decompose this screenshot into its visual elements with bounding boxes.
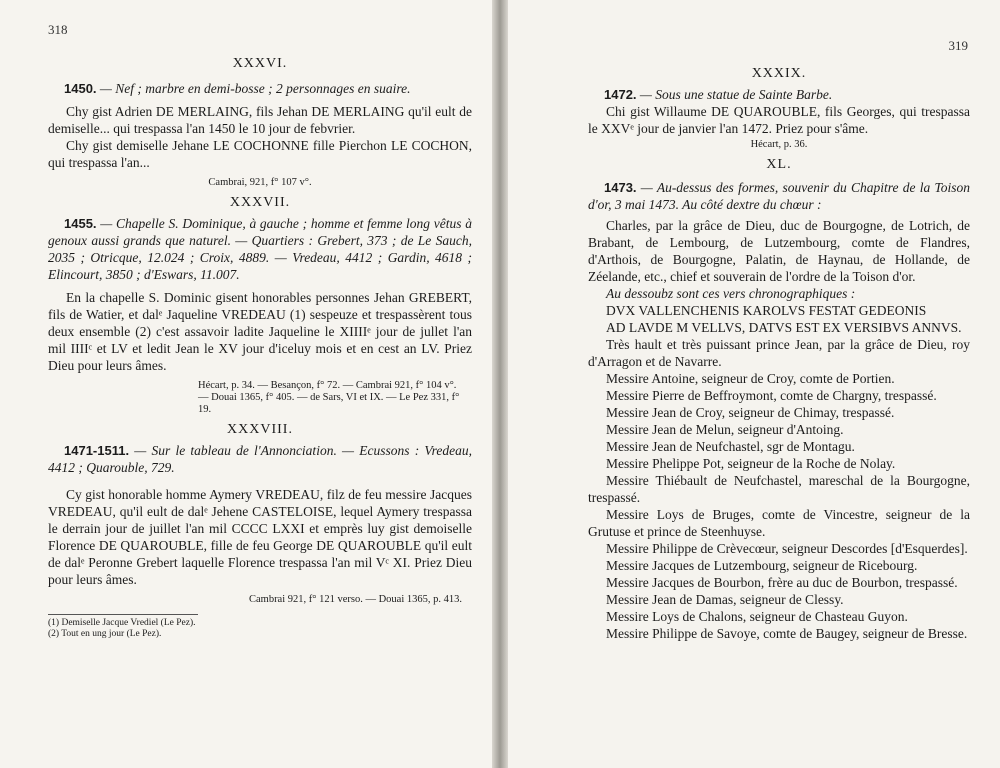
left-page [0, 0, 492, 768]
section-heading-xxxvii: XXXVII. [229, 195, 291, 210]
chronogram-line: AD LAVDE M VELLVS, DATVS EST EX VERSIBVS ANNVS. [606, 320, 962, 335]
epitaph-paragraph: Chy gist demiselle Jehane LE COCHONNE fille Pierchon LE COCHON, qui trespassa l'an... [48, 138, 472, 170]
list-item: Messire Jean de Croy, seigneur de Chimay, trespassé. [606, 405, 895, 420]
section-heading-xxxix: XXXIX. [751, 66, 807, 81]
chronogram-intro: Au dessoubz sont ces vers chronographiques : [606, 286, 856, 301]
list-item: Messire Jacques de Lutzembourg, seigneur de Ricebourg. [606, 558, 918, 573]
entry-description: — Au-dessus des formes, souvenir du Chapitre de la Toison d'or, 3 mai 1473. Au côté dextre du chœur : [588, 180, 970, 212]
source-citation: Cambrai 921, f° 121 verso. — Douai 1365, p. 413. [248, 594, 462, 605]
list-item: Messire Jacques de Bourbon, frère au duc de Bourbon, trespassé. [606, 575, 958, 590]
list-item: Messire Philippe de Savoye, comte de Baugey, seigneur de Bresse. [606, 626, 968, 641]
entry-1473 [588, 179, 970, 213]
list-item: Messire Loys de Bruges, comte de Vincestre, seigneur de la Grutuse et prince de Steenhuyse. [588, 507, 970, 539]
footnote: (1) Demiselle Jacque Vrediel (Le Pez). [48, 618, 196, 628]
entry-year: 1455. [64, 216, 97, 231]
entry-year: 1472. [604, 87, 637, 102]
list-item: Messire Jean de Damas, seigneur de Clessy. [606, 592, 844, 607]
knights-list [588, 370, 970, 642]
entry-year: 1450. [64, 81, 97, 96]
epitaph-paragraph: Cy gist honorable homme Aymery VREDEAU, filz de feu messire Jacques VREDEAU, qu'il eult de dalᵉ Jehene CASTELOISE, lequel Aymery trespassa le derrain jour de juillet l'an mil CCCC LXXI et emprès luy gist demoiselle Florence DE QUAROUBLE, fille de feu George DE QUAROUBLE qu'il eult de dalᵉ Peronne Grebert laquelle Florence trespassa l'an mil Vᶜ XI. Priez Dieu pour leurs âmes. [48, 487, 472, 587]
section-heading-xl: XL. [766, 157, 792, 172]
list-item: Messire Phelippe Pot, seigneur de la Roche de Nolay. [606, 456, 896, 471]
list-item: Messire Antoine, seigneur de Croy, comte de Portien. [606, 371, 895, 386]
entry-year: 1471-1511. [64, 443, 130, 458]
entry-description: — Sur le tableau de l'Annonciation. — Ecussons : Vredeau, 4412 ; Quarouble, 729. [48, 443, 472, 475]
chronogram-line: DVX VALLENCHENIS KAROLVS FESTAT GEDEONIS [606, 303, 927, 318]
list-item: Messire Jean de Neufchastel, sgr de Montagu. [606, 439, 855, 454]
list-item: Messire Thiébault de Neufchastel, mareschal de la Bourgogne, trespassé. [588, 473, 970, 505]
entry-1471-1511 [48, 442, 472, 476]
page-number-right: 319 [948, 38, 968, 53]
list-item: Messire Jean de Melun, seigneur d'Antoing. [606, 422, 844, 437]
entry-year: 1473. [604, 180, 637, 195]
right-page [508, 0, 1000, 768]
source-citation: Hécart, p. 34. — Besançon, f° 72. — Cambrai 921, f° 104 v°. — Douai 1365, f° 405. — de Sars, VI et IX. — Le Pez 331, f° 19. [198, 380, 460, 415]
epitaph-paragraph: Chi gist Willaume DE QUAROUBLE, fils Georges, qui trespassa le XXVᵉ jour de janvier l'an 1472. Priez pour s'âme. [588, 104, 970, 136]
entry-1450 [48, 80, 472, 97]
footnotes [48, 614, 198, 640]
source-citation: Hécart, p. 36. [750, 139, 808, 150]
list-item: Messire Philippe de Crèvecœur, seigneur Descordes [d'Esquerdes]. [606, 541, 968, 556]
book-gutter [492, 0, 508, 768]
entry-1455 [48, 215, 472, 283]
epitaph-paragraph: Chy gist Adrien DE MERLAING, fils Jehan DE MERLAING qu'il eult de demiselle... qui trespassa l'an 1450 le 10 jour de febvrier. [48, 104, 472, 136]
entry-description: — Nef ; marbre en demi-bosse ; 2 personnages en suaire. [96, 81, 411, 96]
list-item: Messire Loys de Chalons, seigneur de Chasteau Guyon. [606, 609, 908, 624]
section-heading-xxxviii: XXXVIII. [227, 422, 293, 437]
source-citation: Cambrai, 921, f° 107 v°. [208, 177, 312, 188]
page-number-left: 318 [48, 22, 68, 37]
list-item: Messire Pierre de Beffroymont, comte de Chargny, trespassé. [606, 388, 937, 403]
epitaph-paragraph: En la chapelle S. Dominic gisent honorables personnes Jehan GREBERT, fils de Watier, et dalᵉ Jaqueline VREDEAU (1) sespeuze et trespassèrent tous deux ensemble (2) c'est assavoir ladite Jaqueline le XIIIIᵉ jour de jullet l'an mil IIIIᶜ et LV et ledit Jean le XV jour d'iceluy mois et en cest an LV. Priez Dieu pour leurs âmes. [48, 290, 472, 373]
section-heading-xxxvi: XXXVI. [232, 56, 288, 71]
entry-description: — Chapelle S. Dominique, à gauche ; homme et femme long vêtus à genoux aussi grands que naturel. — Quartiers : Grebert, 373 ; de Le Sauch, 2035 ; Otricque, 12.024 ; Croix, 4889. — Vredeau, 4412 ; Gardin, 4618 ; Elincourt, 3850 ; d'Eswars, 11.007. [48, 216, 472, 282]
entry-description: — Sous une statue de Sainte Barbe. [636, 87, 833, 102]
epitaph-paragraph: Charles, par la grâce de Dieu, duc de Bourgogne, de Lotrich, de Brabant, de Lembourg, de Lutzembourg, comte de Flandres, d'Arthois, de Bourgogne, Palatin, de Haynau, de Hollande, de Zéelande, etc., chief et souverain de l'ordre de la Toison d'or. [588, 218, 970, 284]
footnote: (2) Tout en ung jour (Le Pez). [48, 629, 162, 639]
epitaph-paragraph: Très hault et très puissant prince Jean, par la grâce de Dieu, roy d'Arragon et de Navarre. [588, 337, 970, 369]
entry-1472 [588, 86, 970, 103]
